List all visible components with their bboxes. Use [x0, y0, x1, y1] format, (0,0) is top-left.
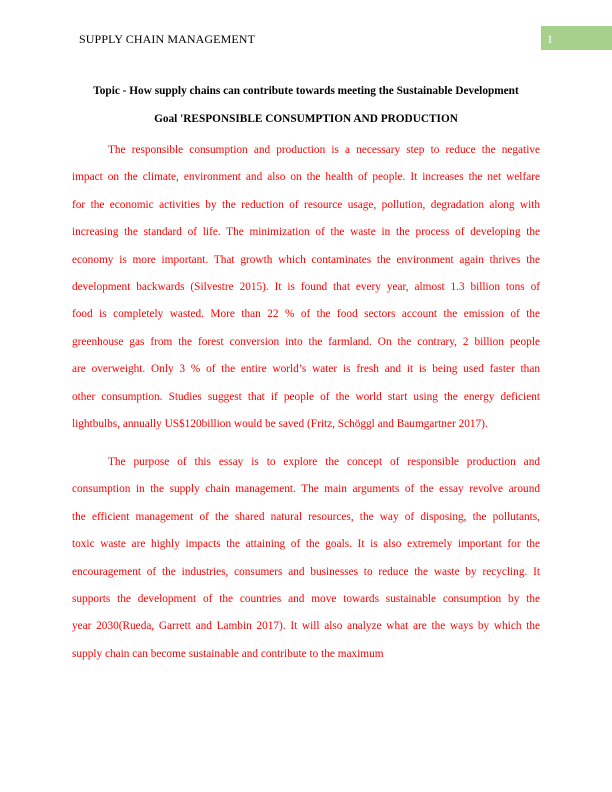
paragraph-line: supply chain can become sustainable and contribute to the maximum [72, 647, 384, 660]
paragraph-line: toxic waste are highly impacts the attaining of the goals. It is also extremely important for the [72, 538, 540, 551]
paragraph-line: increasing the standard of life. The minimization of the waste in the process of developing the [72, 226, 540, 239]
page-number-box [541, 26, 612, 50]
paragraph-line: consumption in the supply chain management. The main arguments of the essay revolve around [72, 483, 540, 496]
paragraph-line: for the economic activities by the reduction of resource usage, pollution, degradation along with [72, 198, 540, 211]
topic-line-2: Goal 'RESPONSIBLE CONSUMPTION AND PRODUCTION [154, 112, 458, 125]
paragraph-2 [72, 449, 540, 668]
paragraph-line: encouragement of the industries, consumers and businesses to reduce the waste by recycling. It [72, 565, 540, 578]
paragraph-line: greenhouse gas from the forest conversion into the farmland. On the contrary, 2 billion people [72, 335, 540, 348]
paragraph-line: The purpose of this essay is to explore the concept of responsible production and [108, 456, 540, 468]
paragraph-line: impact on the climate, environment and also on the health of people. It increases the net welfare [72, 171, 540, 184]
paragraph-1 [72, 137, 540, 438]
running-head: SUPPLY CHAIN MANAGEMENT [79, 32, 255, 46]
paragraph-line: The responsible consumption and production is a necessary step to reduce the negative [108, 144, 540, 156]
paragraph-line: economy is more important. That growth which contaminates the environment again thrives the [72, 253, 540, 266]
topic-line-1: Topic - How supply chains can contribute towards meeting the Sustainable Development [93, 85, 519, 97]
paragraph-line: lightbulbs, annually US$120billion would be saved (Fritz, Schöggl and Baumgartner 2017). [72, 418, 488, 431]
paragraph-line: supports the development of the countries and move towards sustainable consumption by the [72, 593, 540, 606]
paragraph-line: are overweight. Only 3 % of the entire world’s water is fresh and it is being used faster than [72, 363, 540, 376]
essay-topic-heading [72, 78, 540, 133]
paragraph-line: year 2030(Rueda, Garrett and Lambin 2017). It will also analyze what are the ways by which the [72, 620, 540, 633]
page-number: 1 [547, 32, 553, 46]
paragraph-line: food is completely wasted. More than 22 % of the food sectors account the emission of the [72, 308, 540, 321]
paragraph-line: development backwards (Silvestre 2015). It is found that every year, almost 1.3 billion tons of [72, 281, 540, 294]
paragraph-line: the efficient management of the shared natural resources, the way of disposing, the pollutants, [72, 510, 540, 523]
paragraph-line: other consumption. Studies suggest that if people of the world start using the energy deficient [72, 390, 540, 403]
